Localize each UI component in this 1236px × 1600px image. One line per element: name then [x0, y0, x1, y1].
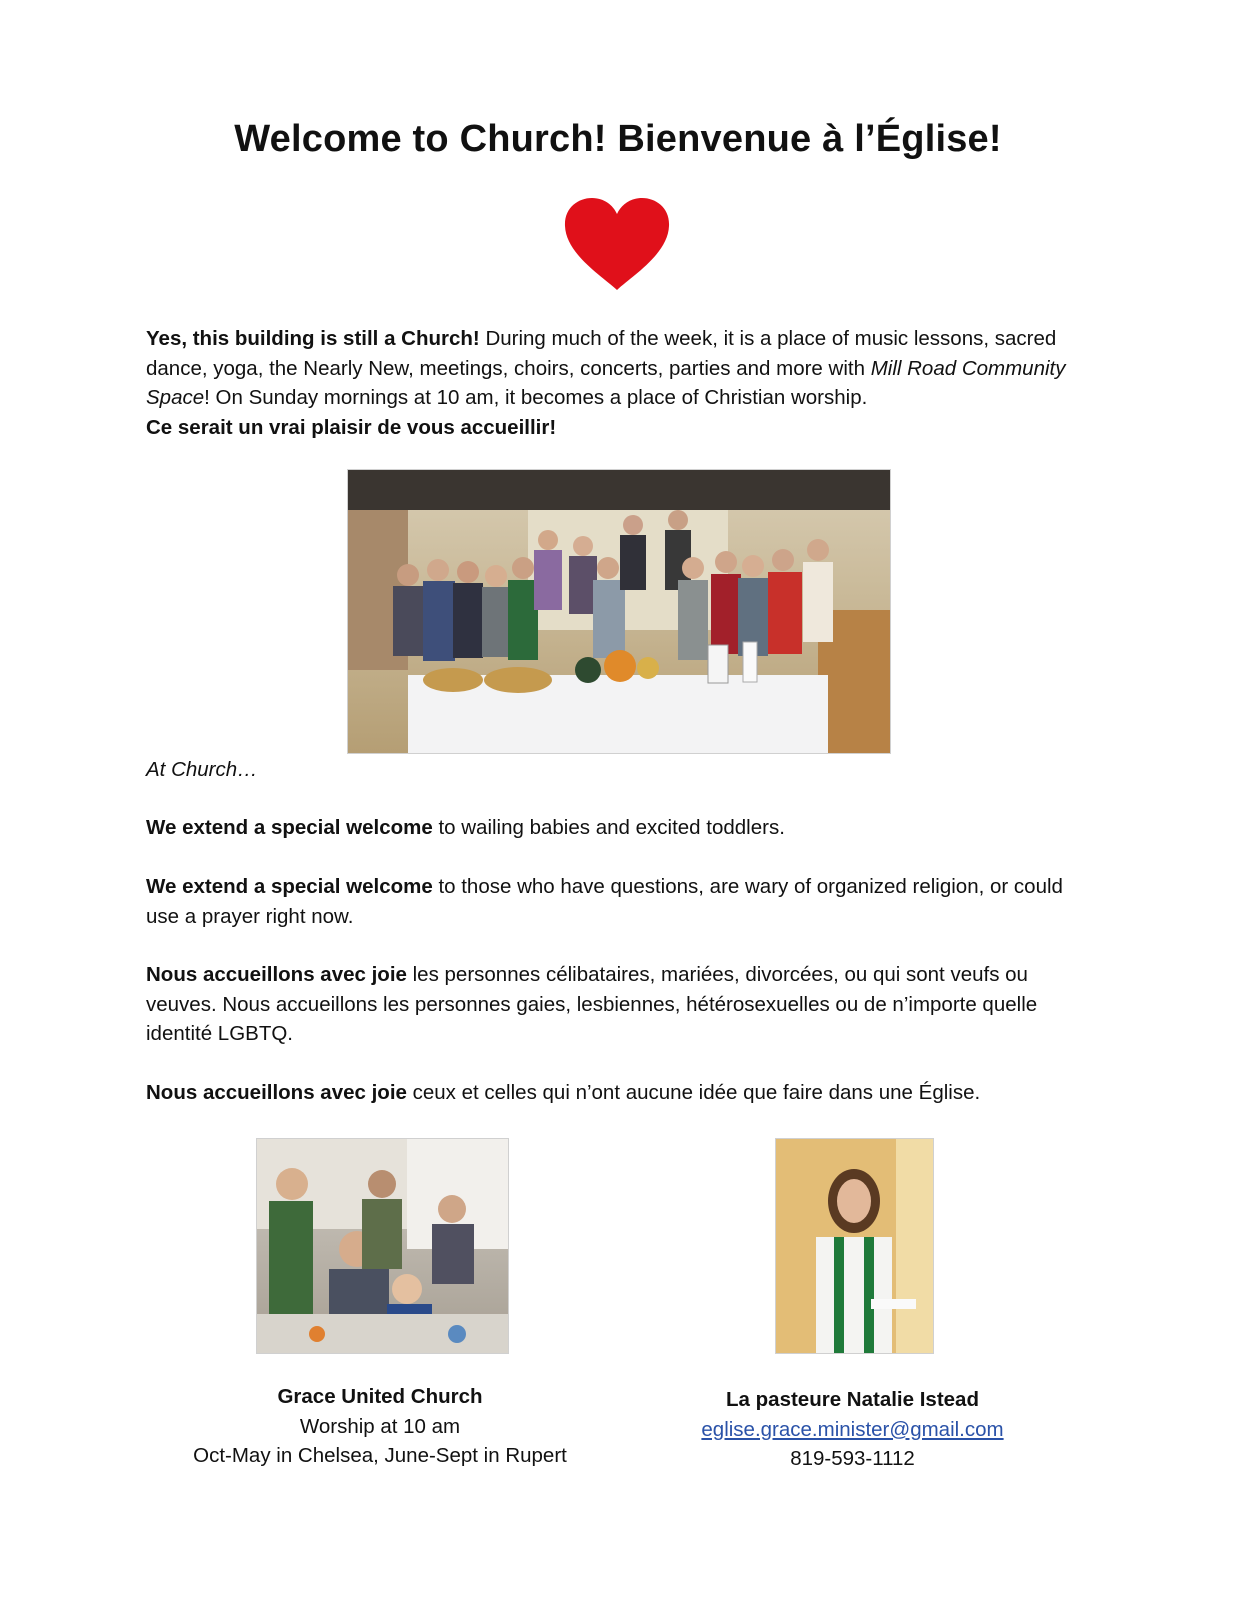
welcome-2-bold: We extend a special welcome	[146, 875, 433, 898]
minister-email-link[interactable]: eglise.grace.minister@gmail.com	[701, 1417, 1004, 1441]
intro-bold-closing: Ce serait un vrai plaisir de vous accueillir!	[146, 415, 557, 439]
photo-caption: At Church…	[146, 758, 258, 781]
welcome-1-bold: We extend a special welcome	[146, 816, 433, 839]
welcome-4-bold: Nous accueillons avec joie	[146, 1081, 407, 1104]
welcome-1-text: to wailing babies and excited toddlers.	[432, 816, 785, 839]
intro-italic-name: Mill Road Community Space	[146, 356, 1066, 409]
minister-name: La pasteure Natalie Istead	[726, 1388, 979, 1411]
welcome-3-text: les personnes célibataires, mariées, divorcées, ou qui sont veufs ou veuves. Nous accueillons les personnes gaies, lesbiennes, hétérosexuelles ou de n’importe quelle identité LGBTQ.	[146, 963, 1038, 1045]
family-table-photo	[256, 1138, 509, 1354]
minister-phone: 819-593-1112	[790, 1447, 915, 1470]
church-info	[160, 1382, 600, 1471]
welcome-paragraph-2	[146, 872, 1096, 931]
minister-info	[640, 1385, 1065, 1474]
intro-text-2: ! On Sunday mornings at 10 am, it becomes a place of Christian worship.	[204, 386, 868, 409]
intro-bold-lead: Yes, this building is still a Church!	[146, 327, 480, 350]
page-title: Welcome to Church! Bienvenue à l’Église!	[234, 118, 1002, 160]
church-worship-time: Worship at 10 am	[299, 1414, 461, 1438]
welcome-2-text: to those who have questions, are wary of organized religion, or could use a prayer right now.	[146, 875, 1063, 928]
intro-text-1: During much of the week, it is a place of music lessons, sacred dance, yoga, the Nearly New, meetings, choirs, concerts, parties and more with	[146, 327, 1057, 380]
heart-icon	[562, 196, 672, 292]
welcome-paragraph-1	[146, 813, 1096, 843]
welcome-3-bold: Nous accueillons avec joie	[146, 963, 407, 986]
church-locations: Oct-May in Chelsea, June-Sept in Rupert	[193, 1444, 567, 1467]
welcome-4-text: ceux et celles qui n’ont aucune idée que faire dans une Église.	[406, 1081, 981, 1104]
intro-paragraph	[146, 324, 1096, 442]
congregation-photo	[347, 469, 891, 754]
welcome-paragraph-3	[146, 960, 1096, 1049]
welcome-paragraph-4	[146, 1078, 1096, 1108]
minister-photo	[775, 1138, 934, 1354]
church-name: Grace United Church	[277, 1385, 483, 1408]
